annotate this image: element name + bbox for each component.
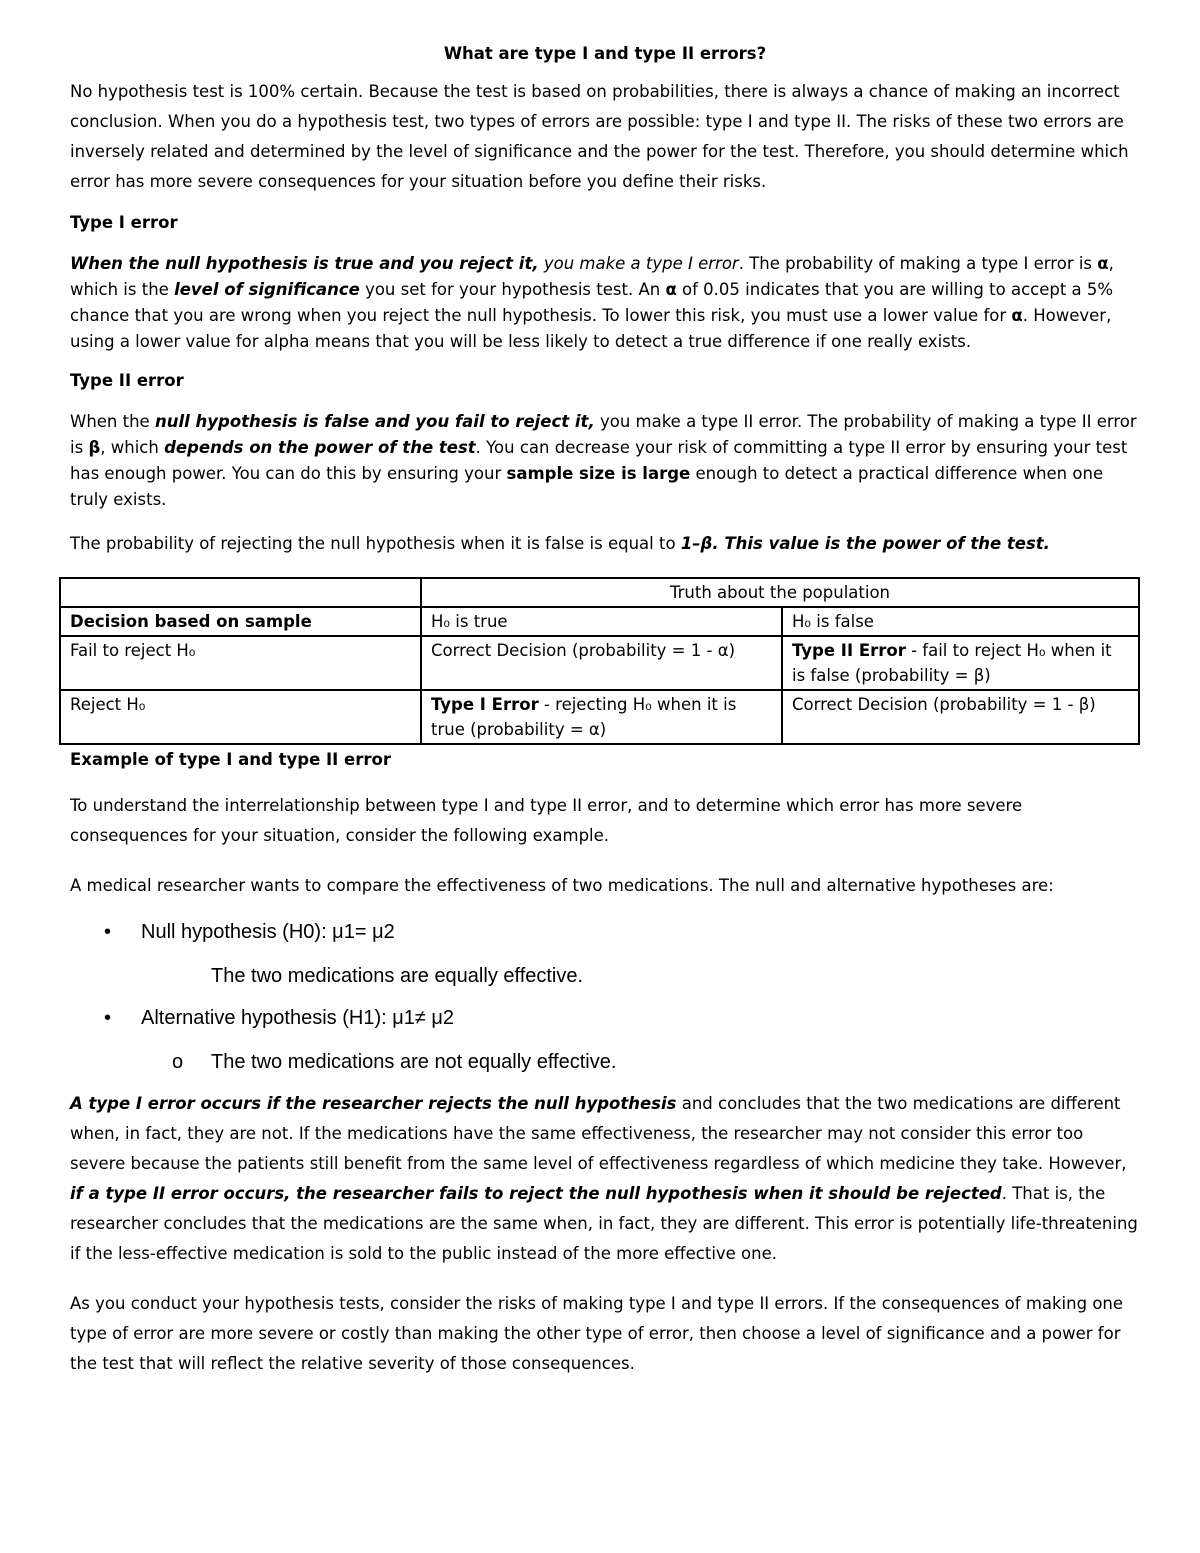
bullet-icon: • bbox=[104, 921, 112, 943]
circle-bullet-icon: o bbox=[172, 1051, 184, 1073]
type2-lead: null hypothesis is false and you fail to reject it, bbox=[154, 412, 595, 431]
type2-text-1: When the bbox=[70, 412, 155, 431]
table-cell-empty bbox=[60, 578, 421, 607]
power-text: The probability of rejecting the null hypothesis when it is false is equal to bbox=[70, 534, 681, 553]
type1-text-5: . However, using a lower value for alpha means that you will be less likely to detect a true difference if one really exists. bbox=[70, 306, 1112, 351]
row-label-fail-to-reject: Fail to reject H₀ bbox=[60, 636, 421, 690]
document-page bbox=[70, 44, 1140, 1379]
conclusion-text-1: and concludes that the two medications are different when, in fact, they are not. If the medications have the same effectiveness, the researcher may not consider this error too severe because the patients still benefit from the same level of effectiveness regardless of which medicine they take. However, bbox=[70, 1094, 1127, 1173]
table-row bbox=[60, 607, 1139, 636]
null-hypothesis: Null hypothesis (H0): μ1= μ2 bbox=[141, 921, 395, 943]
conclusion-text-2: . That is, the researcher concludes that the medications are the same when, in fact, they are different. This error is potentially life-threatening if the less-effective medication is sold to the public instead of the more effective one. bbox=[70, 1184, 1138, 1263]
type1-heading: Type I error bbox=[70, 213, 178, 232]
cell-correct-decision-2: Correct Decision (probability = 1 - β) bbox=[782, 690, 1139, 744]
type1-paragraph bbox=[70, 251, 1140, 355]
type1-error-label: Type I Error bbox=[431, 695, 539, 714]
hypothesis-list bbox=[70, 917, 1140, 1087]
page-title: What are type I and type II errors? bbox=[443, 44, 767, 63]
conclusion-paragraph bbox=[70, 1089, 1140, 1269]
bullet-icon: • bbox=[104, 1007, 112, 1029]
type2-occurs: if a type II error occurs, the researcher fails to reject the null hypothesis when it should be rejected bbox=[70, 1184, 1002, 1203]
type2-error-label: Type II Error bbox=[792, 641, 906, 660]
type1-text-3: you set for your hypothesis test. An bbox=[359, 280, 666, 299]
type2-text-2: you make a type II error. The probability of making a type II error is bbox=[70, 412, 1137, 457]
level-of-significance: level of significance bbox=[174, 280, 360, 299]
type1-occurs: A type I error occurs if the researcher rejects the null hypothesis bbox=[70, 1094, 677, 1113]
row-label-reject: Reject H₀ bbox=[60, 690, 421, 744]
alpha-symbol: α bbox=[1097, 254, 1109, 273]
list-item bbox=[70, 1003, 1140, 1047]
cell-type1-error bbox=[421, 690, 782, 744]
error-table bbox=[59, 577, 1140, 745]
decision-header: Decision based on sample bbox=[60, 607, 421, 636]
final-paragraph: As you conduct your hypothesis tests, consider the risks of making type I and type II errors. If the consequences of making one type of error are more severe or costly than making the other type of error, then choose a level of significance and a power for the test that will reflect the relative severity of those consequences. bbox=[70, 1294, 1124, 1373]
type1-lead2: you make a type I error bbox=[538, 254, 739, 273]
list-item bbox=[70, 961, 1140, 1003]
example-heading: Example of type I and type II error bbox=[70, 750, 391, 769]
beta-symbol: β bbox=[88, 438, 101, 457]
example-paragraph-1: To understand the interrelationship between type I and type II error, and to determine which error has more severe consequences for your situation, consider the following example. bbox=[70, 796, 1023, 845]
intro-paragraph: No hypothesis test is 100% certain. Because the test is based on probabilities, there is always a chance of making an incorrect conclusion. When you do a hypothesis test, two types of errors are possible: type I and type II. The risks of these two errors are inversely related and determined by the level of significance and the power for the test. Therefore, you should determine which error has more severe consequences for your situation before you define their risks. bbox=[70, 82, 1129, 191]
power-paragraph bbox=[70, 531, 1140, 557]
type2-text-5: enough to detect a practical difference when one truly exists. bbox=[70, 464, 1104, 509]
alternative-hypothesis: Alternative hypothesis (H1): μ1≠ μ2 bbox=[141, 1007, 455, 1029]
list-item bbox=[70, 917, 1140, 961]
type2-text-4: . You can decrease your risk of committing a type II error by ensuring your test has enough power. You can do this by ensuring your bbox=[70, 438, 1128, 483]
type2-paragraph bbox=[70, 409, 1140, 513]
type2-heading: Type II error bbox=[70, 371, 184, 390]
power-definition: 1–β. This value is the power of the test. bbox=[680, 534, 1050, 553]
depends-on-power: depends on the power of the test bbox=[164, 438, 476, 457]
truth-header: Truth about the population bbox=[421, 578, 1139, 607]
type1-error-text: - rejecting H₀ when it is true (probability = α) bbox=[431, 695, 737, 739]
type1-text-2: , which is the bbox=[70, 254, 1114, 299]
null-hypothesis-desc: The two medications are equally effective. bbox=[211, 965, 584, 987]
table-row bbox=[60, 690, 1139, 744]
sample-size-large: sample size is large bbox=[506, 464, 691, 483]
type1-text-1: . The probability of making a type I error is bbox=[738, 254, 1098, 273]
cell-type2-error bbox=[782, 636, 1139, 690]
table-row bbox=[60, 636, 1139, 690]
table-row bbox=[60, 578, 1139, 607]
type2-text-3: , which bbox=[100, 438, 165, 457]
type2-error-text: - fail to reject H₀ when it is false (probability = β) bbox=[792, 641, 1112, 685]
cell-correct-decision-1: Correct Decision (probability = 1 - α) bbox=[421, 636, 782, 690]
h0-true-header: H₀ is true bbox=[421, 607, 782, 636]
h0-false-header: H₀ is false bbox=[782, 607, 1139, 636]
type1-text-4: of 0.05 indicates that you are willing to accept a 5% chance that you are wrong when you reject the null hypothesis. To lower this risk, you must use a lower value for bbox=[70, 280, 1114, 325]
type1-lead: When the null hypothesis is true and you reject it, bbox=[70, 254, 539, 273]
alpha-symbol: α bbox=[665, 280, 677, 299]
example-paragraph-2: A medical researcher wants to compare the effectiveness of two medications. The null and alternative hypotheses are: bbox=[70, 876, 1054, 895]
alpha-symbol: α bbox=[1011, 306, 1023, 325]
list-item bbox=[70, 1047, 1140, 1087]
alternative-hypothesis-desc: The two medications are not equally effective. bbox=[211, 1051, 617, 1073]
